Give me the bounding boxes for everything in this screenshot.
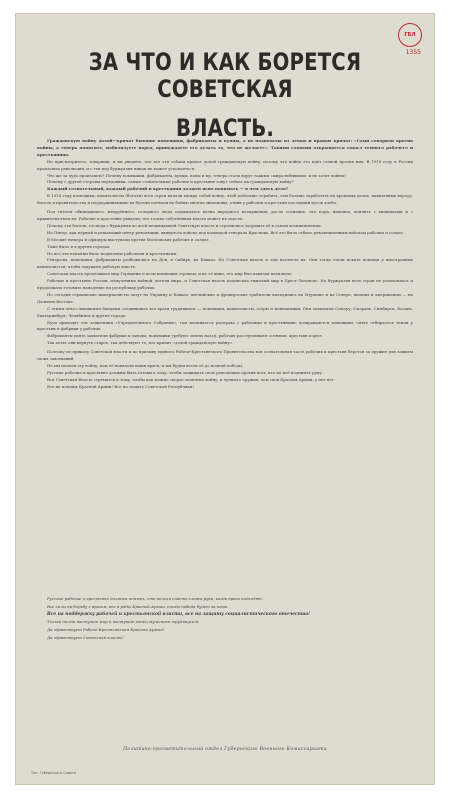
poster-sheet: [15, 13, 435, 785]
body-paragraph: Тоже было и в других городах.: [47, 243, 111, 249]
body-paragraph: Рабочие и крестьяне России, измученные войной, хотели мира, и Советская власть подписала тяжелый мир в Брест-Литовске. Но буржуазия всех стран не успокоилась и продолжала готовить нападение на республику рабочих.: [37, 278, 413, 291]
body-paragraph: Куда приходят эти защитники «Учредительного Собрания», там начинается расправа с рабочими и крестьянами, возвращаются помещики, опять отбирается земля у крестьян и фабрики у рабочих.: [37, 319, 413, 332]
closing-paragraph: Все силы на борьбу с врагом, все в ряды Красной Армии, тогда победа будет за нами.: [47, 603, 229, 609]
poster-title: [53, 49, 397, 142]
poster-title-line-1: ЗА ЧТО И КАК БОРЕТСЯ СОВЕТСКАЯ: [88, 48, 362, 103]
poster-title-line-2: ВЛАСТЬ.: [175, 114, 275, 142]
body-paragraph: В Москве юнкера и офицеры выступали против Московских рабочих и солдат.: [47, 236, 210, 242]
body-paragraph: Почему эти богачи, господа с буржуями во всей ненавидящей Советскую власть и стремились задушить её в самом возникновении.: [47, 222, 322, 228]
body-paragraph: Под гнетом обнищавшего, изнурённого, голодного люда подымалась волна народного возмущения, росло сознание, что пора, наконец, кончить с хищниками и с правительством их. Рабочие и крестьяне увидели, что только собственная власть может их спасти.: [37, 209, 413, 221]
body-paragraph: Не мы начали эту войну, нам её навязали наши враги, и мы будем вести её до полной победы.: [47, 363, 244, 368]
body-paragraph: Почему с другой стороны передовики, самые сознательные рабочие и крестьяне зовут сейчас на гражданскую войну?: [47, 179, 294, 185]
library-stamp-text: ГБЛ: [404, 32, 416, 38]
closing-paragraph: Все на поддержку рабочей и крестьянской власти, все на защиту социалистического отечества!: [47, 611, 311, 617]
closing-paragraph: Да здравствует Советская власть!: [47, 634, 124, 640]
printer-imprint: Тип. Губернского Совета: [31, 771, 76, 775]
closing-paragraph: Да здравствует Рабоче-Крестьянская Красная Армия!: [47, 627, 165, 633]
closing-appeal: [37, 595, 413, 642]
body-paragraph: Что же за чудо произошло? Почему помещики, фабриканты, купцы, попы и пр. теперь стали вдруг такими «миролюбивыми» и не хотят войны?: [47, 172, 346, 178]
stamp-number: 1355: [405, 49, 421, 56]
publisher-signature: Политико-просветительный отдел Губернского Военного Комиссариата: [123, 747, 327, 752]
body-paragraph: Генералы, помещики, фабриканты разбежались на Дон, в Сибирь, на Кавказ. Но Советская власть и там настигла их. Они тогда стали искать помощи у иностранных капиталистов, чтобы задушить рабочую власть.: [37, 257, 413, 270]
body-paragraph: Советская власть предложила мир Германии и всем воюющим странам, и не её вина, что мир был навязан насилием.: [47, 271, 293, 277]
body-paragraph: Все на помощь Красной Армии! Все на защиту Советской Республики!: [47, 383, 194, 389]
body-paragraph: Вся Советская Власть стремится к тому, чтобы как можно скорее окончить войну, и лучшего оружия, чем своя Красная Армия, у нее нет.: [47, 376, 336, 382]
body-paragraph: С этими чехо-словацкими бандами соединились все враги трудящихся — помещики, капиталисты, эсеры и меньшевики. Они захватили Самару, Сызрань, Симбирск, Казань, Екатеринбург, Челябинск и другие города.: [37, 305, 413, 318]
body-paragraph: Но все эти попытки было подавлены рабочими и крестьянами.: [47, 250, 178, 256]
library-stamp: [398, 23, 422, 47]
body-paragraph: Но сегодня германские империалисты лезут на Украину и Кавказ, английские и французские грабители высадились на Мурмане и на Севере, японцы и американцы — на Дальнем Востоке.: [37, 291, 413, 304]
body-paragraph: Русские рабочие и крестьяне должны быть готовы к тому, чтобы защищать свою революцию против всех, кто на неё поднимет руку.: [47, 369, 323, 375]
body-paragraph: Каждый сознательный, каждый рабочий и крестьянин должен ясно понимать — в чем здесь дело?: [47, 186, 289, 192]
body-paragraph: Фабриканты опять захватили фабрики и заводы, помещики требуют землю назад, рабочих расстреливают сотнями, крестьян порют.: [47, 333, 324, 339]
body-paragraph: Поэтому по приказу Советской власти и по призыву единого Рабоче-Крестьянского Правительства вся сознательная часть рабочих и крестьян берется за оружие для защиты своих завоеваний.: [37, 349, 413, 362]
closing-paragraph: Только тогда наступит мир и наступит конец мучениям трудящихся.: [47, 619, 200, 625]
body-paragraph: Но присмотритесь, товарищи, и вы увидите, что все эти собаки кричат долой гражданскую войну, потому что война эта идёт стеной против них. В 1918 году в России произошла революция, и с тех пор буржуазия никак не может успокоиться.: [37, 158, 413, 171]
closing-paragraph: Русские рабочие и крестьяне должны понять, что нельзя сидеть сложа руки, когда враги подходят.: [47, 596, 263, 601]
body-paragraph: На Питер, как первый и решающий центр революции, двинулось войско под командой генерала Краснова. Всё это было отбито революционным войском рабочих и солдат.: [47, 229, 405, 235]
body-paragraph: В 1914 году помещики, капиталисты (богачи) всех стран начали между собой войну, чтоб побольше ограбить, чем больше заработать на кровавых делах, навязанных народу. Власть и правительства и поддерживающие их богачи погнали на бойню многие миллионы, отняв у рабочих и крестьян последний кусок хлеба.: [37, 193, 413, 206]
body-paragraph: Гражданскую войну долой—кричат бывшие помещики, фабриканты и купцы, а их подпевалы из левых и правых кричат: «Сами говорили против войны, а теперь помогите, мобилизуете народ, принуждаете его делать то, что не желаете». Такими словами открывается смысл темного рабочего и крестьянина.: [37, 138, 413, 157]
body-text: [37, 138, 413, 391]
body-paragraph: Так хотят они вернуть старое, так действуют те, кто кричит «долой гражданскую войну».: [47, 340, 234, 346]
